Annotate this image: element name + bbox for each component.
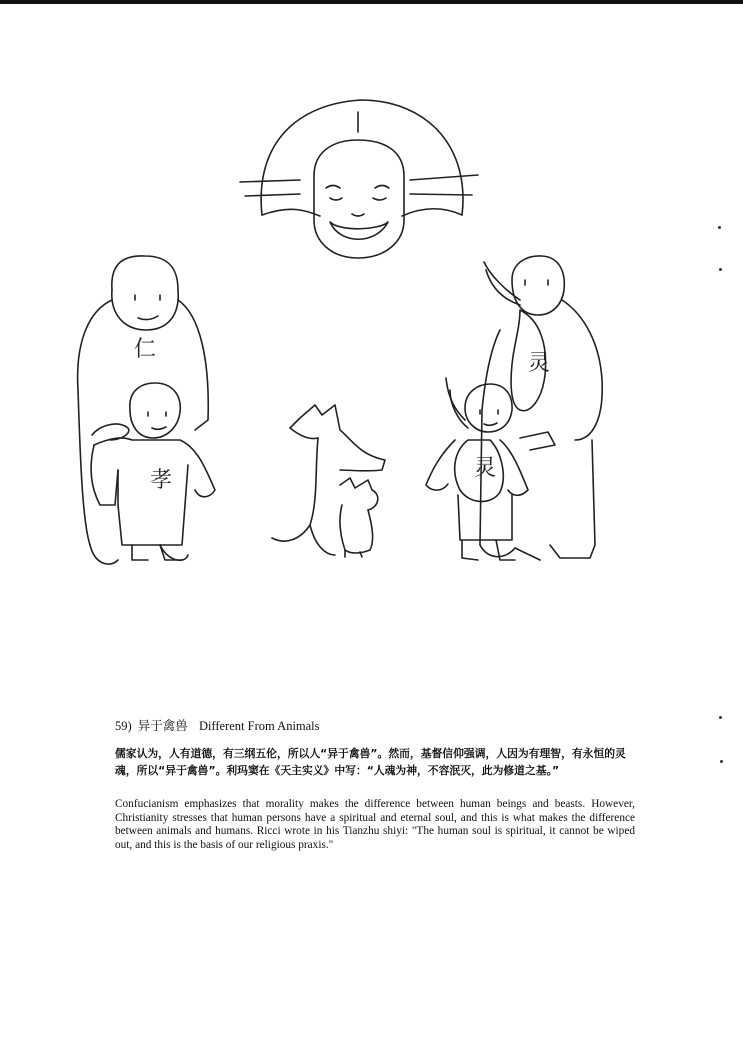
right-adult-figure — [480, 256, 602, 560]
right-adult-character: 灵 — [528, 351, 551, 376]
right-child-figure — [426, 378, 528, 560]
caption — [115, 716, 320, 734]
caption-title-en: Different From Animals — [198, 719, 320, 733]
english-paragraph: Confucianism emphasizes that morality makes the difference between human beings and beasts. However, Christianity stresses that human persons have a spiritual and eternal soul, and this is what makes the difference between animals and humans. Ricci wrote in his Tianzhu shiyi: "The human soul is spiritual, it cannot be wiped out, and this is the basis of our religious praxis." — [115, 798, 635, 851]
scan-speck — [720, 760, 723, 763]
scan-speck — [719, 716, 722, 719]
chinese-paragraph: 儒家认为，人有道德，有三纲五伦，所以人“异于禽兽”。然而，基督信仰强调，人因为有理智，有永恒的灵魂，所以“异于禽兽”。利玛窦在《天主实义》中写：“人魂为神，不容泯灭，此为修道之基。” — [115, 747, 626, 777]
animals — [272, 405, 385, 557]
christ-figure — [240, 100, 478, 258]
caption-number: 59) — [115, 719, 132, 733]
scan-speck — [718, 226, 721, 229]
left-adult-figure — [78, 256, 209, 564]
scan-speck — [719, 268, 722, 271]
left-child-figure — [91, 383, 215, 560]
right-child-character: 灵 — [474, 456, 497, 481]
left-child-character: 孝 — [150, 468, 173, 493]
left-adult-character: 仁 — [134, 337, 157, 362]
caption-title-zh: 异于禽兽 — [137, 719, 188, 733]
